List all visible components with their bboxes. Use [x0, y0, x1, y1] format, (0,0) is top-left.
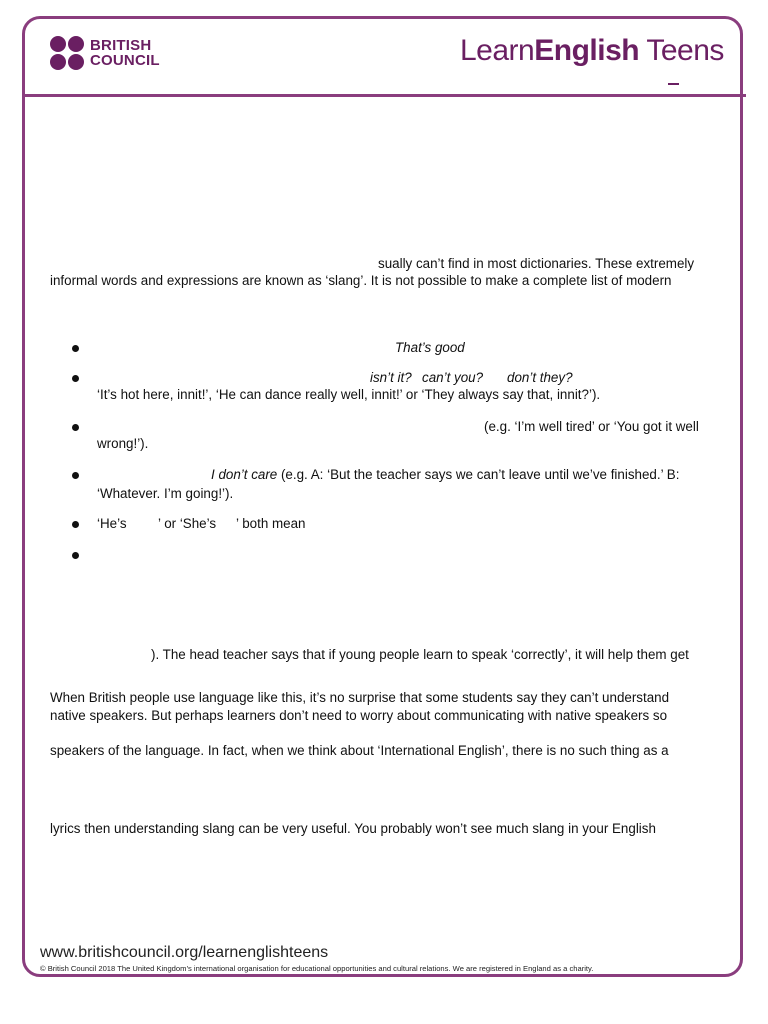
- paragraph-4-line-1: lyrics then understanding slang can be very useful. You probably won’t see much slang in your English: [50, 821, 656, 836]
- bullet-5-marker: [72, 521, 79, 528]
- bullet-3-line-1: (e.g. ‘I’m well tired’ or ‘You got it well: [484, 419, 699, 434]
- bullet-6-marker: [72, 552, 79, 559]
- footer-url: www.britishcouncil.org/learnenglishteens: [40, 944, 329, 961]
- paragraph-3-line-3: speakers of the language. In fact, when we think about ‘International English’, there is no such thing as a: [50, 743, 669, 758]
- bullet-3-line-2: wrong!’).: [97, 436, 149, 451]
- british-council-logo: [50, 36, 160, 70]
- bullet-2-italic-1: isn’t it?: [370, 370, 412, 385]
- bullet-3-marker: [72, 424, 79, 431]
- paragraph-3-line-2: native speakers. But perhaps learners don’t need to worry about communicating with native speakers so: [50, 708, 668, 723]
- bullet-1-marker: [72, 345, 79, 352]
- bullet-4-marker: [72, 472, 79, 479]
- bullet-2-italic-2: can’t you?: [422, 370, 484, 385]
- footer-copyright: © British Council 2018 The United Kingdom’s international organisation for educational opportunities and cultural relations. We are registered in England as a charity.: [40, 964, 594, 973]
- bullet-4-rest: (e.g. A: ‘But the teacher says we can’t leave until we’ve finished.’ B:: [277, 467, 680, 482]
- learnenglish-teens-logo: LearnEnglish Teens: [460, 34, 724, 67]
- bullet-2-line-2: ‘It’s hot here, innit!’, ‘He can dance really well, innit!’ or ‘They always say that, innit?’).: [97, 387, 601, 402]
- paragraph-2-line-1: ). The head teacher says that if young people learn to speak ‘correctly’, it will help them get: [151, 647, 689, 662]
- bullet-4-line-1: [211, 466, 679, 484]
- paragraph-1-line-1: sually can’t find in most dictionaries. These extremely: [378, 256, 695, 271]
- logo-underline: [668, 83, 679, 85]
- bullet-2-italic-3: don’t they?: [507, 370, 573, 385]
- bullet-5-part-3: ’ both mean: [236, 516, 306, 531]
- bullet-5-part-2: ’ or ‘She’s: [158, 516, 217, 531]
- bullet-4-line-2: ‘Whatever. I’m going!’).: [97, 486, 234, 501]
- header-divider: [22, 94, 746, 97]
- british-council-dots-icon: [50, 36, 84, 70]
- british-council-wordmark: BRITISH COUNCIL: [90, 37, 160, 69]
- bullet-4-italic: I don’t care: [211, 467, 278, 482]
- paragraph-1-line-2: informal words and expressions are known as ‘slang’. It is not possible to make a complete list of modern: [50, 273, 672, 288]
- bullet-2-marker: [72, 375, 79, 382]
- bullet-5-part-1: ‘He’s: [97, 516, 127, 531]
- bullet-1-italic: That’s good: [395, 340, 465, 355]
- paragraph-3-line-1: When British people use language like this, it’s no surprise that some students say they can’t understand: [50, 690, 670, 705]
